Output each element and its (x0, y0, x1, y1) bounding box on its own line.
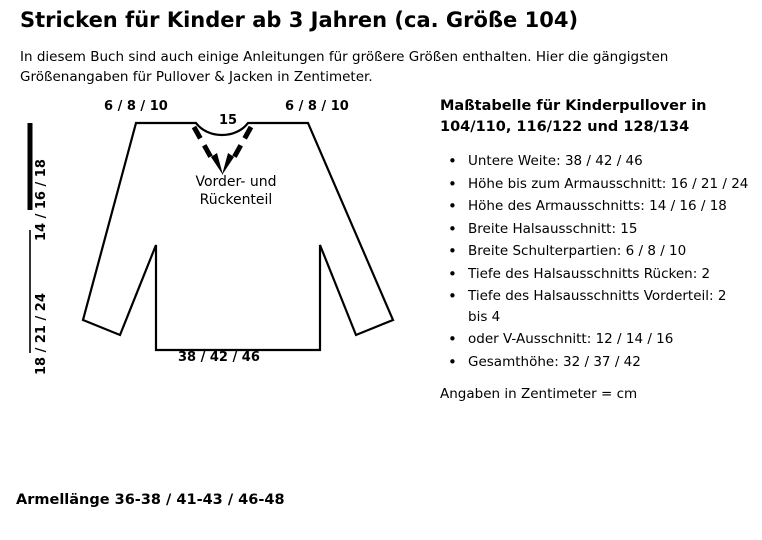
measurement-table (440, 96, 750, 402)
label-armhole-height: 14 / 16 / 18 (34, 159, 49, 241)
units-note: Angaben in Zentimeter = cm (440, 386, 638, 403)
label-front-back-part (176, 173, 296, 209)
sweater-diagram (8, 95, 428, 508)
intro-paragraph: In diesem Buch sind auch einige Anleitungen für größere Größen enthalten. Hier die gängigsten Größenangaben für Pullover & Jacken in Zentimeter. (20, 49, 669, 85)
label-body-height: 18 / 21 / 24 (34, 293, 49, 375)
list-item: • Breite Halsausschnitt: 15 (440, 219, 750, 240)
list-item: • Untere Weite: 38 / 42 / 46 (440, 151, 750, 172)
list-item: • Tiefe des Halsausschnitts Rücken: 2 (440, 264, 750, 285)
label-bottom-width: 38 / 42 / 46 (178, 350, 260, 365)
label-sleeve-length: Armellänge 36-38 / 41-43 / 46-48 (16, 492, 285, 508)
table-title-line1: Maßtabelle für Kinderpullover in (440, 98, 707, 114)
table-title-line2: 104/110, 116/122 und 128/134 (440, 118, 690, 135)
page-title: Stricken für Kinder ab 3 Jahren (ca. Größe 104) (20, 8, 579, 32)
list-item: • Gesamthöhe: 32 / 37 / 42 (440, 352, 750, 373)
list-item: • Höhe des Armausschnitts: 14 / 16 / 18 (440, 196, 750, 217)
list-item: • Tiefe des Halsausschnitts Vorderteil: 2 bis 4 (440, 286, 750, 327)
sweater-path (83, 123, 393, 350)
label-front-back-line1: Vorder- und (195, 174, 277, 190)
list-item: • Breite Schulterpartien: 6 / 8 / 10 (440, 241, 750, 262)
label-front-back-line2: Rückenteil (199, 192, 273, 209)
label-neck-width: 15 (219, 113, 238, 128)
measurement-table-title (440, 96, 750, 137)
list-item: • oder V-Ausschnitt: 12 / 14 / 16 (440, 329, 750, 350)
label-shoulder-right: 6 / 8 / 10 (285, 99, 349, 114)
list-item: • Höhe bis zum Armausschnitt: 16 / 21 / 24 (440, 174, 750, 195)
label-shoulder-left: 6 / 8 / 10 (104, 99, 168, 114)
measurement-list (440, 151, 750, 372)
